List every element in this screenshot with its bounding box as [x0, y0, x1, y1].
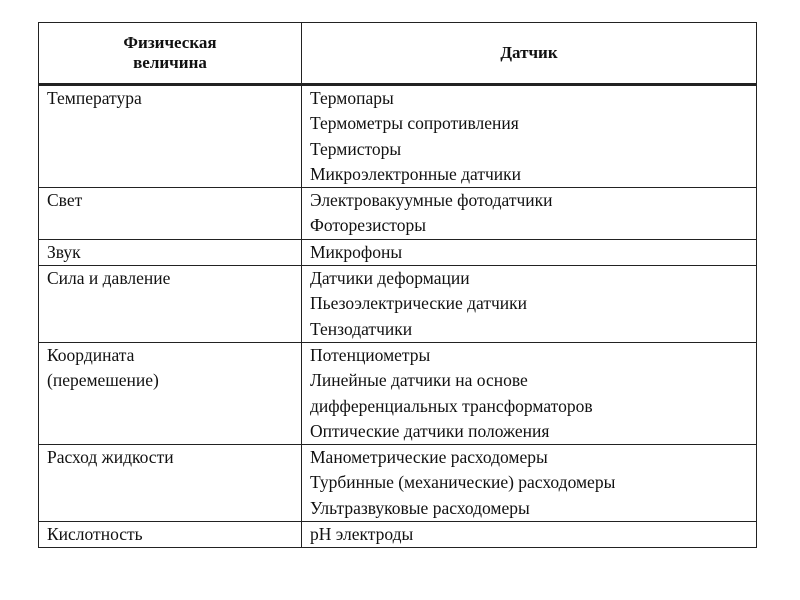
sensor-cell [302, 188, 757, 240]
quantity-line: (перемешение) [47, 370, 159, 391]
sensor-line: Ультразвуковые расходомеры [310, 497, 530, 518]
quantity-line: Расход жидкости [47, 447, 174, 468]
sensor-cell [302, 445, 757, 522]
sensor-line: Термисторы [310, 138, 402, 159]
sensor-line: Тензодатчики [310, 318, 413, 339]
sensor-line: Пьезоэлектрические датчики [310, 293, 527, 314]
sensor-line: дифференциальных трансформаторов [310, 395, 593, 416]
quantity-line: Звук [47, 241, 81, 262]
sensor-table [38, 22, 757, 548]
sensor-line: pH электроды [310, 524, 414, 545]
sensor-line: Турбинные (механические) расходомеры [310, 472, 616, 493]
quantity-line: Кислотность [47, 524, 143, 545]
header-quantity [39, 23, 302, 85]
sensor-cell [302, 522, 757, 548]
quantity-line: Свет [47, 190, 83, 211]
sensor-line: Линейные датчики на основе [310, 370, 528, 391]
header-sensor: Датчик [302, 23, 757, 85]
sensor-line: Потенциометры [310, 344, 431, 365]
table-row [39, 342, 757, 444]
quantity-cell [39, 342, 302, 444]
quantity-cell [39, 266, 302, 343]
header-quantity-line: Физическая [123, 33, 217, 52]
table-row [39, 85, 757, 188]
sensor-line: Фоторезисторы [310, 215, 426, 236]
table-row [39, 522, 757, 548]
sensor-line: Микрофоны [310, 241, 403, 262]
sensor-line: Манометрические расходомеры [310, 447, 548, 468]
sensor-line: Электровакуумные фотодатчики [310, 190, 553, 211]
sensor-cell [302, 266, 757, 343]
quantity-line: Координата [47, 344, 135, 365]
quantity-cell [39, 522, 302, 548]
sensor-line: Оптические датчики положения [310, 420, 550, 441]
quantity-cell [39, 188, 302, 240]
table-row [39, 266, 757, 343]
header-quantity-line: величина [133, 53, 207, 72]
table-row [39, 445, 757, 522]
quantity-cell [39, 239, 302, 265]
quantity-line: Сила и давление [47, 268, 171, 289]
sensor-line: Термопары [310, 88, 394, 108]
sensor-line: Датчики деформации [310, 268, 470, 289]
sensor-cell [302, 85, 757, 188]
sensor-line: Микроэлектронные датчики [310, 163, 521, 184]
quantity-cell [39, 85, 302, 188]
table-row [39, 239, 757, 265]
sensor-line: Термометры сопротивления [310, 113, 519, 134]
quantity-line: Температура [47, 88, 142, 108]
quantity-cell [39, 445, 302, 522]
sensor-cell [302, 342, 757, 444]
sensor-cell [302, 239, 757, 265]
header-row [39, 23, 757, 85]
table-row [39, 188, 757, 240]
